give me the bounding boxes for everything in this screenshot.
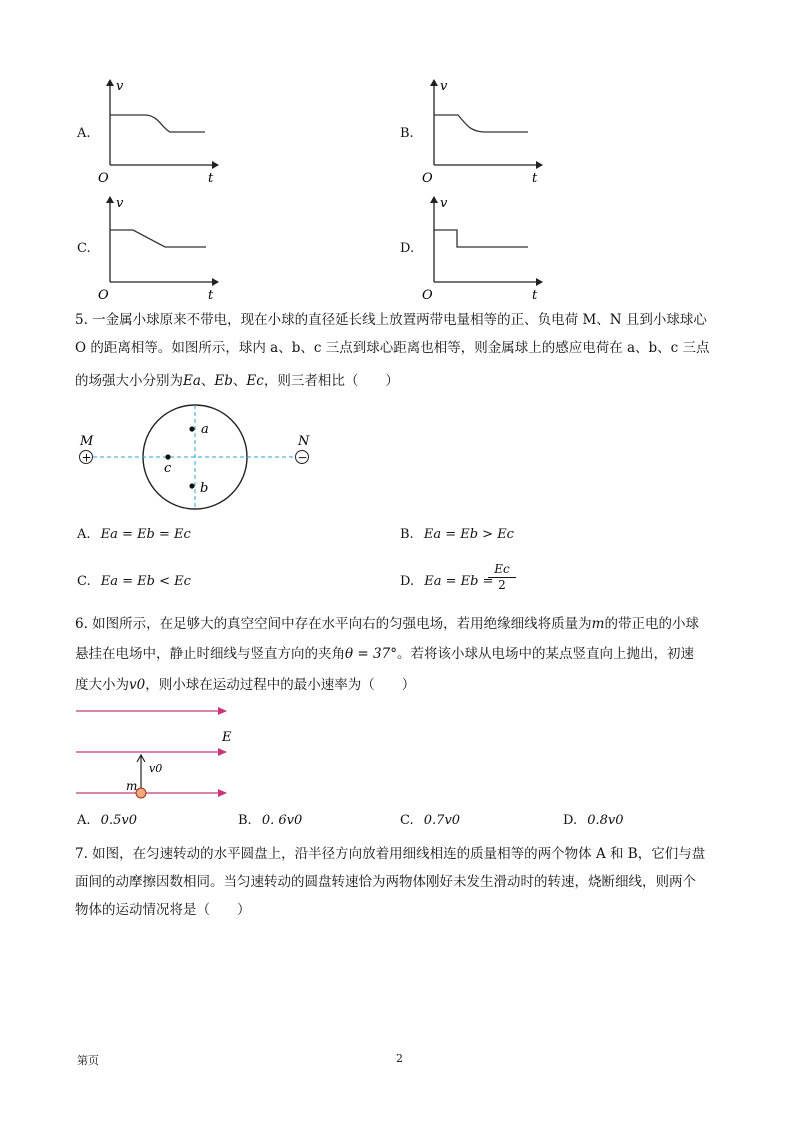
- graph-d-t-label: t: [532, 288, 538, 303]
- q6-option-a[interactable]: [77, 813, 137, 828]
- q7-line-3: 物体的运动情况将是（ ）: [75, 902, 251, 918]
- option-label-c: C.: [77, 241, 91, 256]
- velocity-label: v0: [149, 762, 163, 775]
- q5-line-3-pre: 的场强大小分别为: [75, 373, 183, 389]
- option-label-a: A.: [77, 126, 91, 141]
- label-m: M: [80, 434, 94, 449]
- q7-line-2: 面间的动摩擦因数相同。当匀速转动的圆盘转速恰为两物体刚好未发生滑动时的转速，烧断细线，则两个: [75, 874, 696, 890]
- graph-b-origin: O: [422, 171, 433, 186]
- fraction-numerator: Ec: [488, 562, 516, 578]
- q5-line-3-post: ，则三者相比（ ）: [263, 373, 399, 389]
- graph-a: [98, 79, 218, 186]
- plus-sign: +: [81, 450, 92, 465]
- label-a: a: [201, 422, 209, 437]
- q6-option-b-label: B.: [238, 813, 252, 828]
- graph-d: [422, 196, 542, 303]
- q6-line-2-pre: 悬挂在电场中，静止时细线与竖直方向的夹角: [75, 646, 345, 662]
- graph-a-origin: O: [98, 171, 109, 186]
- q5-option-a-text: Ea = Eb = Ec: [100, 527, 191, 542]
- q5-sym-ea: Ea: [183, 373, 201, 389]
- q6-option-d-text: 0.8v0: [587, 813, 624, 828]
- point-b: [189, 483, 194, 488]
- q5-figure: [70, 400, 330, 518]
- q6-line-2: [75, 646, 694, 662]
- q5-line-2: O 的距离相等。如图所示，球内 a、b、c 三点到球心距离也相等，则金属球上的感应电荷在 a、b、c 三点: [75, 340, 710, 356]
- ball-mass-label: m: [126, 779, 138, 793]
- q6-line-2-post: 。若将该小球从电场中的某点竖直向上抛出，初速: [396, 646, 694, 662]
- graph-c-v-label: v: [116, 196, 124, 211]
- q5-option-c[interactable]: [77, 574, 191, 589]
- q5-line-3: [75, 373, 399, 389]
- graph-c-origin: O: [98, 288, 109, 303]
- graph-b-curve: [434, 115, 528, 132]
- q5-option-d-fraction: [488, 562, 516, 593]
- q6-line-3: [75, 677, 415, 693]
- q5-sep-1: 、: [200, 373, 215, 389]
- page-number: 2: [396, 1052, 403, 1065]
- q6-line-3-post: ，则小球在运动过程中的最小速率为（ ）: [145, 677, 416, 693]
- point-a: [189, 426, 194, 431]
- q6-line-3-pre: 度大小为: [75, 677, 129, 693]
- q6-line-1-post: 的带正电的小球: [604, 616, 699, 632]
- q5-option-a[interactable]: [77, 527, 191, 542]
- graph-d-origin: O: [422, 288, 433, 303]
- q6-option-c-label: C.: [400, 813, 414, 828]
- q5-option-d-text: Ea = Eb =: [424, 574, 494, 589]
- q5-option-b-text: Ea = Eb > Ec: [423, 527, 514, 542]
- graph-b-v-label: v: [440, 79, 448, 94]
- q5-sym-eb: Eb: [214, 373, 233, 389]
- charged-ball: [136, 788, 146, 798]
- graph-a-v-label: v: [116, 79, 124, 94]
- graph-c-curve: [110, 230, 206, 247]
- graph-b-t-label: t: [532, 171, 538, 186]
- q6-option-a-text: 0.5v0: [100, 813, 137, 828]
- q6-line-1-pre: 6. 如图所示，在足够大的真空空间中存在水平向右的匀强电场，若用绝缘细线将质量为: [75, 616, 592, 632]
- q5-sep-2: 、: [232, 373, 247, 389]
- q5-option-c-label: C.: [77, 574, 91, 589]
- q6-option-a-label: A.: [77, 813, 91, 828]
- footer-left: 第页: [77, 1054, 99, 1067]
- q5-option-b[interactable]: [400, 527, 514, 542]
- label-b: b: [200, 481, 209, 496]
- q5-option-b-label: B.: [400, 527, 414, 542]
- graph-c: [98, 196, 218, 303]
- graph-b: [422, 79, 542, 186]
- q6-sym-v0: v0: [129, 677, 146, 693]
- graph-c-t-label: t: [208, 288, 214, 303]
- q6-figure: [70, 700, 250, 800]
- q6-option-d[interactable]: [563, 813, 624, 828]
- fraction-denominator: 2: [498, 578, 506, 592]
- q6-option-b[interactable]: [238, 813, 302, 828]
- q6-line-1: [75, 616, 699, 632]
- label-c: c: [164, 461, 172, 476]
- point-c: [165, 454, 170, 459]
- option-label-b: B.: [400, 126, 414, 141]
- q5-option-d-label: D.: [400, 574, 415, 589]
- q5-line-1: 5. 一金属小球原来不带电，现在小球的直径延长线上放置两带电量相等的正、负电荷 M、N 且到小球球心: [75, 312, 707, 328]
- q6-option-b-text: 0. 6v0: [261, 813, 303, 828]
- q6-theta: θ = 37°: [345, 646, 397, 662]
- q6-option-c[interactable]: [400, 813, 460, 828]
- option-label-d: D.: [400, 241, 415, 256]
- q6-option-c-text: 0.7v0: [423, 813, 461, 828]
- q6-sym-m: m: [591, 616, 605, 632]
- q6-option-d-label: D.: [563, 813, 578, 828]
- q5-option-a-label: A.: [77, 527, 91, 542]
- graph-a-curve: [110, 115, 205, 132]
- q5-option-c-text: Ea = Eb < Ec: [100, 574, 191, 589]
- graph-d-v-label: v: [440, 196, 448, 211]
- q4-graphs: [0, 0, 794, 310]
- minus-sign: −: [297, 450, 308, 465]
- label-n: N: [298, 434, 310, 449]
- q7-line-1: 7. 如图，在匀速转动的水平圆盘上，沿半径方向放着用细线相连的质量相等的两个物体 A 和 B，它们与盘: [75, 846, 706, 862]
- q5-sym-ec: Ec: [246, 373, 264, 389]
- q5-option-d[interactable]: [400, 574, 493, 589]
- graph-a-t-label: t: [208, 171, 214, 186]
- field-label-e: E: [222, 730, 232, 745]
- graph-d-curve: [434, 230, 528, 247]
